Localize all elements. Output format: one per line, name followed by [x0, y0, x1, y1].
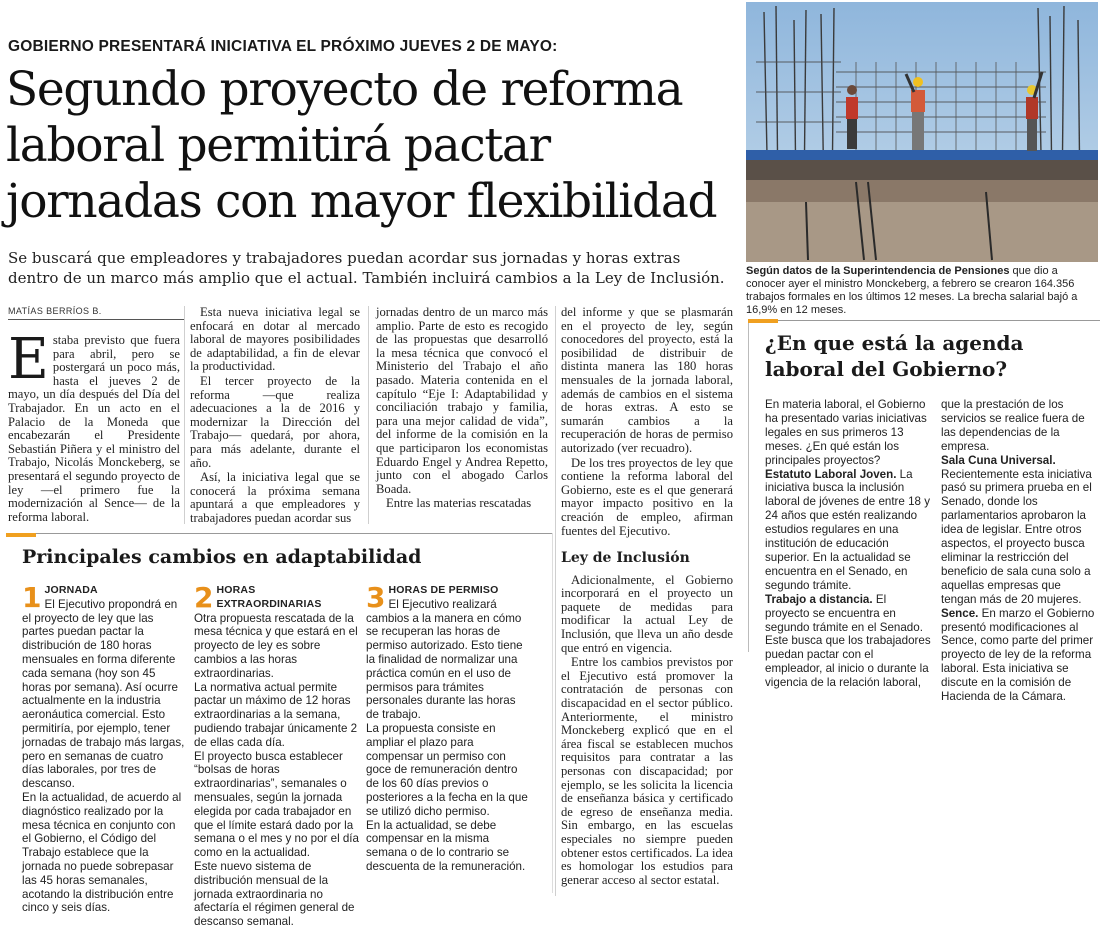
article-byline: MATÍAS BERRÍOS B. — [8, 306, 102, 316]
change-paragraph: El Ejecutivo propondrá en el proyecto de ley que las partes puedan pactar la distribución de 180 horas mensuales en forma diferente cada semana (hoy son 45 horas por semana). Así ocurre actualmente en la industria aeronáutica comercial. Esto permitiría, por ejemplo, tener jornadas de trabajo más largas, pero en semanas de cuatro días laborales, por tres de descanso. — [22, 597, 185, 791]
article-deck: Se buscará que empleadores y trabajadores puedan acordar sus jornadas y horas extras dentro de un marco más amplio que el actual. También incluirá cambios a la Ley de Inclusión. — [8, 249, 725, 287]
agenda-box-column-2 — [941, 398, 1099, 704]
agenda-item — [941, 454, 1099, 607]
drop-cap: E — [8, 327, 49, 392]
change-item-horas-extra — [194, 581, 359, 929]
change-item-jornada — [22, 581, 187, 915]
section-subhead: Ley de Inclusión — [561, 550, 690, 567]
change-paragraph: En la actualidad, se debe compensar en la misma semana o de lo contrario se descuenta de la remuneración. — [366, 818, 526, 873]
change-item-horas-permiso — [366, 581, 531, 874]
body-paragraph: Esta nueva iniciativa legal se enfocará en dotar al mercado laboral de mayores posibilidades de adaptabilidad, a fin de elevar la productividad. — [190, 305, 360, 374]
agenda-item-head: Sala Cuna Universal. — [941, 453, 1056, 467]
column-divider — [555, 306, 556, 896]
change-number: 3 — [366, 581, 386, 614]
article-column-4 — [561, 306, 733, 887]
body-paragraph: Entre los cambios previstos por el Ejecutivo está promover la contratación de personas con discapacidad en el sector público. Anteriormente, el ministro Monckeberg explicó que en el área fiscal se establecen muchos requisitos para contratar a las personas con discapacidad; por ejemplo, se les solicita la licencia de enseñanza básica y certificado de egreso de enseñanza media. Sin embargo, en las escuelas especiales no siempre pueden obtener estos certificados. La idea es homologar los estudios para generar acceso al sector estatal. — [561, 655, 733, 887]
construction-photo — [746, 2, 1098, 262]
column-divider — [184, 306, 185, 524]
change-label: HORAS EXTRAORDINARIAS — [216, 584, 322, 610]
box-accent-bar — [6, 533, 36, 537]
change-number: 1 — [22, 581, 42, 614]
body-paragraph: Así, la iniciativa legal que se conocerá la próxima semana apuntará a que empleadores y trabajadores puedan acordar sus — [190, 470, 360, 525]
agenda-intro: En materia laboral, el Gobierno ha presentado varias iniciativas legales en sus primeros 13 meses. ¿En qué están los principales proyectos? — [765, 398, 927, 467]
body-paragraph: del informe y que se plasmarán en el proyecto de ley, según conocedores del proyecto, está la posibilidad de distribuir de distinta manera las 180 horas mensuales de la jornada laboral, además de cambios en el sistema de horas extras. A esto se sumarán cambios a la recuperación de horas de permiso autorizado (ver recuadro). — [561, 305, 733, 455]
agenda-item — [941, 607, 1099, 704]
change-paragraph: La propuesta consiste en ampliar el plazo para compensar un permiso con goce de remuneración dentro de los 60 días previos o posteriores a la fecha en la que se utilizó dicho permiso. — [366, 721, 528, 818]
article-headline — [6, 62, 736, 230]
change-number: 2 — [194, 581, 214, 614]
change-paragraph: El Ejecutivo realizará cambios a la manera en cómo se recuperan las horas de permiso autorizado. Esto tiene la finalidad de normalizar una práctica común en el uso de permisos para trámites personales durante las horas de trabajo. — [366, 597, 523, 722]
photo-caption — [746, 265, 1098, 317]
byline-divider — [8, 319, 184, 320]
caption-bold: Según datos de la Superintendencia de Pensiones — [746, 265, 1010, 277]
column-divider — [368, 306, 369, 524]
agenda-item-text: Recientemente esta iniciativa pasó su primera prueba en el Senado, donde los parlamentarios aprobaron la idea de legislar. Entre otros aspectos, el proyecto busca eliminar la restricción del beneficio de sala cuna solo a aquellas empresas que tengan más de 20 mujeres. — [941, 467, 1092, 606]
article-kicker: GOBIERNO PRESENTARÁ INICIATIVA EL PRÓXIMO JUEVES 2 DE MAYO: — [8, 38, 558, 55]
article-column-1 — [8, 327, 180, 524]
agenda-item-head: Trabajo a distancia. — [765, 592, 873, 606]
body-paragraph: Entre las materias rescatadas — [386, 496, 532, 511]
agenda-item — [765, 468, 931, 593]
change-paragraph: La normativa actual permite pactar un máximo de 12 horas extraordinarias a la semana, pudiendo trabajar únicamente 2 de ellas cada día. — [194, 680, 358, 749]
changes-box-title: Principales cambios en adaptabilidad — [22, 546, 422, 568]
headline-line: laboral permitirá pactar — [6, 118, 550, 173]
body-paragraph: jornadas dentro de un marco más amplio. Parte de esto es recogido de las propuestas que desarrolló la mesa técnica que convocó el Ministerio del Trabajo el año pasado. Materia contenida en el capítulo “Eje I: Adaptabilidad y conciliación trabajo y familia, para una mejor calidad de vida”, del informe de la comisión en la que participaron los economistas Eduardo Engel y Andrea Repetto, junto con el abogado Carlos Boada. — [376, 305, 548, 496]
change-label: HORAS DE PERMISO — [388, 584, 499, 596]
article-column-2 — [190, 306, 360, 526]
agenda-item-text: En marzo el Gobierno presentó modificaciones al Sence, como parte del primer proyecto de ley de la reforma laboral. Esta iniciativa se discute en la comisión de Hacienda de la Cámara. — [941, 606, 1095, 704]
agenda-continuation: que la prestación de los servicios se realice fuera de las dependencias de la empresa. — [941, 398, 1085, 453]
agenda-item-text: La iniciativa busca la inclusión laboral de jóvenes de entre 18 y 24 años que estén realizando estudios regulares en una institución de educación superior. En la actualidad se encuentra en el Senado, en segundo trámite. — [765, 467, 931, 592]
change-paragraph: Otra propuesta rescatada de la mesa técnica y que estará en el proyecto de ley es sobre cambios a las horas extraordinarias. — [194, 611, 358, 680]
body-paragraph: De los tres proyectos de ley que contiene la reforma laboral del Gobierno, este es el que generará mayor impacto positivo en la creación de empleo, afirman fuentes del Ejecutivo. — [561, 455, 733, 538]
agenda-item-text: El proyecto se encuentra en segundo trámite en el Senado. Este busca que los trabajadores puedan pactar con el empleador, al inicio o durante la vigencia de la relación laboral, — [765, 592, 931, 690]
change-paragraph: En la actualidad, de acuerdo al diagnóstico realizado por la mesa técnica en conjunto con el Gobierno, el Código del Trabajo establece que la jornada no puede sobrepasar las 45 horas semanales, acotando la distribución entre cinco y seis días. — [22, 790, 182, 915]
construction-workers-image — [746, 2, 1098, 262]
change-paragraph: Este nuevo sistema de distribución mensual de la jornada extraordinaria no afectaría el régimen general de descanso semanal. — [194, 859, 355, 929]
agenda-item — [765, 593, 931, 690]
headline-line: Segundo proyecto de reforma — [6, 62, 683, 117]
body-paragraph: El tercer proyecto de la reforma —que realiza adecuaciones a la de 2016 y modernizar la Dirección del Trabajo— quedará, por ahora, para más adelante, durante el año. — [190, 373, 360, 470]
headline-line: jornadas con mayor flexibilidad — [6, 174, 717, 229]
change-label: JORNADA — [44, 584, 98, 596]
agenda-item-head: Sence. — [941, 606, 979, 620]
body-paragraph: staba previsto que fuera para abril, pero se postergará un poco más, hasta el jueves 2 de mayo, un día después del Día del Trabajador. En un acto en el Palacio de la Moneda que encabezarán el Presidente Sebastián Piñera y el ministro del Trabajo, Nicolás Monckeberg, se presentará el segundo proyecto de ley —el primero fue la modernización al Sence— de la reforma laboral. — [8, 333, 180, 524]
agenda-box-title: ¿En que está la agenda laboral del Gobierno? — [765, 331, 1024, 381]
box-accent-bar — [748, 319, 778, 323]
box-divider — [552, 533, 553, 893]
article-column-3 — [376, 306, 548, 511]
caption-text: que dio a conocer ayer el ministro Monckeberg, a febrero se crearon 164.356 trabajos formales en los últimos 12 meses. La brecha salarial bajó a 16,9% en 12 meses. — [746, 265, 1078, 316]
agenda-box-column-1 — [765, 398, 931, 690]
change-paragraph: El proyecto busca establecer “bolsas de horas extraordinarias”, semanales o mensuales, según la jornada elegida por cada trabajador en que el límite estará dado por la semana o el mes y no por el día como en la actualidad. — [194, 749, 359, 860]
body-paragraph: Adicionalmente, el Gobierno incorporará en el proyecto un paquete de medidas para modificar la actual Ley de Inclusión, que lleva un año desde que entró en vigencia. — [561, 572, 733, 655]
agenda-item-head: Estatuto Laboral Joven. — [765, 467, 897, 481]
